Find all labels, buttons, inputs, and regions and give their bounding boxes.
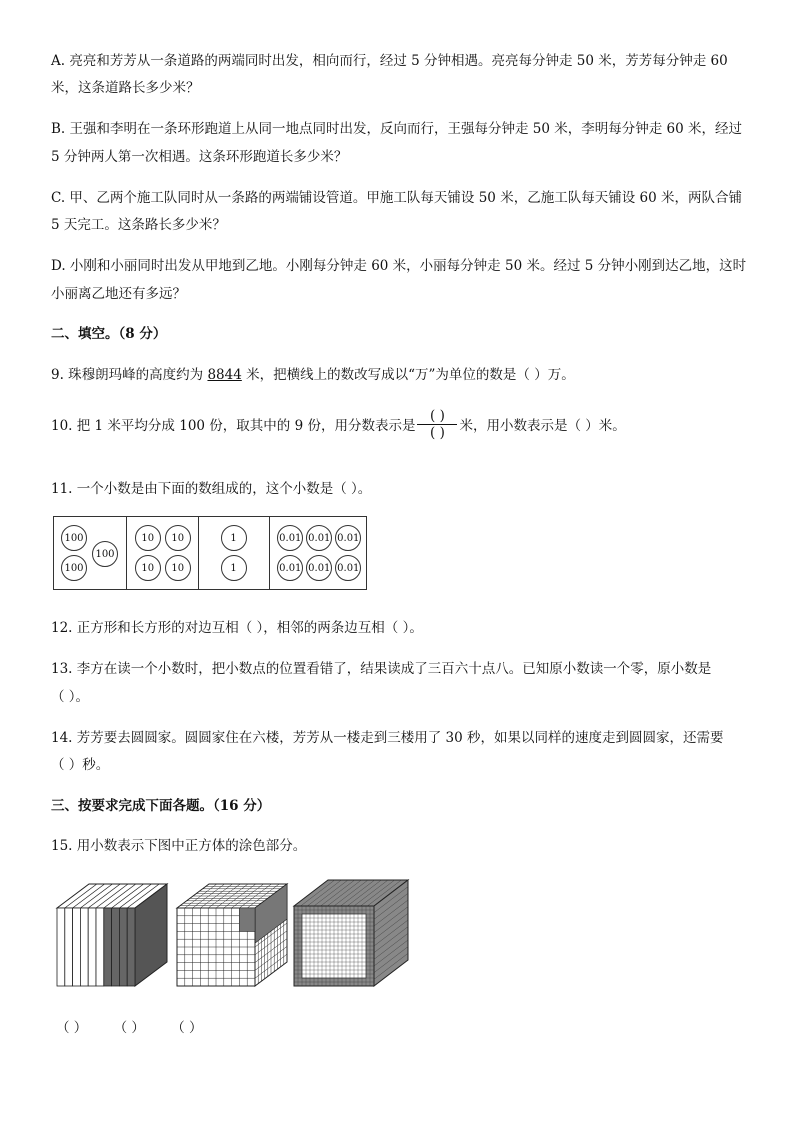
coin-0.01: 0.01	[277, 555, 303, 581]
coin-10: 10	[165, 555, 191, 581]
q10-denominator: ( )	[430, 424, 445, 441]
q10-suffix: 米，用小数表示是（ ）米。	[459, 418, 626, 434]
coin-0.01: 0.01	[306, 555, 332, 581]
option-b-line2: 5 分钟两人第一次相遇。这条环形跑道长多少米？	[51, 149, 348, 165]
coin-1: 1	[221, 555, 247, 581]
coin-0.01: 0.01	[277, 525, 303, 551]
option-d-line2: 小丽离乙地还有多远？	[51, 286, 186, 302]
cube-thousandths-figure	[292, 876, 412, 990]
q9-suffix: 米，把横线上的数改写成以“万”为单位的数是（ ）万。	[241, 367, 575, 383]
section-3-title: 三、按要求完成下面各题。（16 分）	[51, 798, 271, 814]
answer-blank-3[interactable]: （ ）	[171, 1020, 203, 1036]
question-9	[51, 363, 575, 383]
tens-cell	[127, 517, 199, 589]
question-12: 12. 正方形和长方形的对边互相（ ），相邻的两条边互相（ ）。	[51, 620, 423, 636]
cube-grid-figure	[175, 880, 291, 990]
question-14-line2: （ ）秒。	[51, 757, 110, 773]
section-2-title: 二、填空。（8 分）	[51, 326, 167, 342]
answer-blank-2[interactable]: （ ）	[113, 1020, 145, 1036]
q10-numerator: ( )	[430, 407, 445, 424]
q10-fraction	[417, 408, 457, 441]
option-c-line2: 5 天完工。这条路长多少米？	[51, 217, 226, 233]
hundredths-cell	[270, 517, 366, 589]
coin-10: 10	[135, 555, 161, 581]
coin-100: 100	[61, 555, 87, 581]
cube-strips-figure	[55, 880, 171, 990]
q15-answer-row	[56, 1016, 224, 1036]
q10-prefix: 10. 把 1 米平均分成 100 份，取其中的 9 份，用分数表示是	[51, 418, 416, 434]
option-a-line2: 米，这条道路长多少米？	[51, 80, 200, 96]
option-b-line1: B. 王强和李明在一条环形跑道上从同一地点同时出发，反向而行，王强每分钟走 50 米，李明每分钟走 60 米，经过	[51, 121, 743, 137]
hundreds-cell	[54, 517, 127, 589]
coin-0.01: 0.01	[335, 555, 361, 581]
question-11: 11. 一个小数是由下面的数组成的，这个小数是（ ）。	[51, 481, 372, 497]
question-10	[51, 402, 626, 446]
ones-cell	[199, 517, 271, 589]
coin-100: 100	[92, 541, 118, 567]
answer-blank-1[interactable]: （ ）	[56, 1020, 88, 1036]
question-13-line1: 13. 李方在读一个小数时，把小数点的位置看错了，结果读成了三百六十点八。已知原小数读一个零，原小数是	[51, 661, 712, 677]
coin-0.01: 0.01	[306, 525, 332, 551]
q9-prefix: 9. 珠穆朗玛峰的高度约为	[51, 367, 208, 383]
question-15: 15. 用小数表示下图中正方体的涂色部分。	[51, 838, 307, 854]
option-d-line1: D. 小刚和小丽同时出发从甲地到乙地。小刚每分钟走 60 米，小丽每分钟走 50 米。经过 5 分钟小刚到达乙地，这时	[51, 258, 747, 274]
coin-0.01: 0.01	[335, 525, 361, 551]
place-value-coin-table	[53, 516, 367, 590]
option-c-line1: C. 甲、乙两个施工队同时从一条路的两端铺设管道。甲施工队每天铺设 50 米，乙施工队每天铺设 60 米，两队合铺	[51, 190, 742, 206]
q9-underlined-number: 8844	[207, 367, 242, 383]
question-13-line2: （ ）。	[51, 689, 90, 705]
coin-10: 10	[135, 525, 161, 551]
question-14-line1: 14. 芳芳要去圆圆家。圆圆家住在六楼，芳芳从一楼走到三楼用了 30 秒，如果以同样的速度走到圆圆家，还需要	[51, 730, 724, 746]
coin-10: 10	[165, 525, 191, 551]
coin-100: 100	[61, 525, 87, 551]
option-a-line1: A. 亮亮和芳芳从一条道路的两端同时出发，相向而行，经过 5 分钟相遇。亮亮每分钟走 50 米，芳芳每分钟走 60	[51, 53, 728, 69]
coin-1: 1	[221, 525, 247, 551]
